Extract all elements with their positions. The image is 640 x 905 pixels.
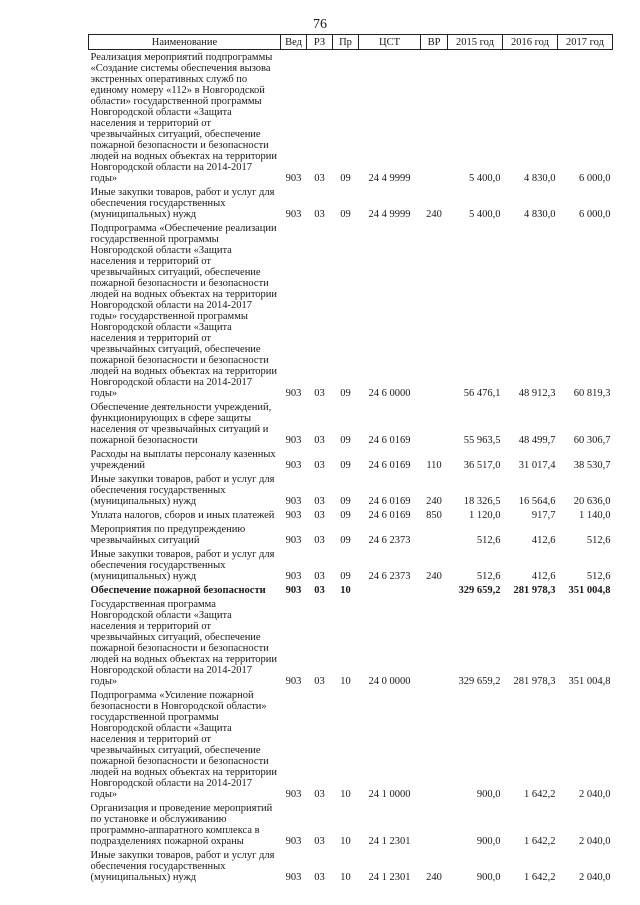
- pr-cell: 09: [340, 173, 351, 184]
- column-header: 2015 год: [448, 35, 503, 50]
- pr-cell: 10: [340, 872, 351, 883]
- cst-cell: 24 1 2301: [368, 872, 411, 883]
- amount-2016-cell: 412,6: [531, 535, 556, 546]
- amount-2015-cell: 900,0: [476, 789, 501, 800]
- pr-cell: 09: [340, 510, 351, 521]
- amount-2017-cell: 351 004,8: [568, 676, 611, 687]
- table-row: [89, 508, 613, 522]
- cst-cell: 24 6 0169: [368, 510, 411, 521]
- rz-cell: 03: [314, 435, 325, 446]
- amount-2016-cell: 4 830,0: [524, 173, 556, 184]
- cst-cell: 24 6 0169: [368, 435, 411, 446]
- column-header: РЗ: [307, 35, 333, 50]
- vr-cell: [421, 801, 448, 848]
- page-number: 76: [313, 17, 327, 32]
- table-row: [89, 447, 613, 472]
- column-header: Наименование: [89, 35, 281, 50]
- cst-cell: 24 6 0169: [368, 496, 411, 507]
- ved-cell: 903: [285, 388, 302, 399]
- vr-cell: 240: [426, 872, 442, 883]
- amount-2015-cell: 512,6: [476, 535, 501, 546]
- rz-cell: 03: [314, 872, 325, 883]
- row-name-cell: Реализация мероприятий подпрограммы «Создание системы обеспечения вызова экстренных оперативных служб по единому номеру «112» в Новгородской области» государственной программы Новгородской области «Защита населения и территорий от чрезвычайных ситуаций, обеспечение пожарной безопасности и безопасности людей на водных объектах на территории Новгородской области на 2014-2017 годы»: [90, 52, 278, 184]
- amount-2017-cell: 38 530,7: [573, 460, 611, 471]
- row-name-cell: Обеспечение пожарной безопасности: [90, 585, 266, 596]
- vr-cell: [421, 522, 448, 547]
- pr-cell: 09: [340, 496, 351, 507]
- cst-cell: 24 0 0000: [368, 676, 411, 687]
- cst-cell: [359, 583, 421, 597]
- vr-cell: 240: [426, 571, 442, 582]
- table-row: [89, 400, 613, 447]
- rz-cell: 03: [314, 571, 325, 582]
- amount-2017-cell: 60 819,3: [573, 388, 611, 399]
- rz-cell: 03: [314, 836, 325, 847]
- row-name-cell: Обеспечение деятельности учреждений, функционирующих в сфере защиты населения от чрезвычайных ситуаций и пожарной безопасности: [90, 402, 272, 446]
- rz-cell: 03: [314, 496, 325, 507]
- amount-2016-cell: 48 912,3: [518, 388, 556, 399]
- table-body: [89, 50, 613, 885]
- ved-cell: 903: [285, 496, 302, 507]
- amount-2015-cell: 18 326,5: [463, 496, 501, 507]
- ved-cell: 903: [285, 676, 302, 687]
- ved-cell: 903: [285, 510, 302, 521]
- amount-2017-cell: 2 040,0: [579, 836, 611, 847]
- rz-cell: 03: [314, 460, 325, 471]
- ved-cell: 903: [285, 173, 302, 184]
- amount-2015-cell: 55 963,5: [463, 435, 501, 446]
- cst-cell: 24 6 2373: [368, 535, 411, 546]
- ved-cell: 903: [285, 585, 302, 596]
- vr-cell: 110: [426, 460, 442, 471]
- rz-cell: 03: [314, 789, 325, 800]
- rz-cell: 03: [314, 209, 325, 220]
- cst-cell: 24 6 0169: [368, 460, 411, 471]
- amount-2016-cell: 412,6: [531, 571, 556, 582]
- row-name-cell: Организация и проведение мероприятий по установке и обслуживанию программно-аппаратного комплекса в подразделениях пожарной охраны: [90, 803, 273, 847]
- row-name-cell: Иные закупки товаров, работ и услуг для обеспечения государственных (муниципальных) нужд: [90, 850, 275, 883]
- row-name-cell: Мероприятия по предупреждению чрезвычайных ситуаций: [90, 524, 246, 546]
- cst-cell: 24 6 0000: [368, 388, 411, 399]
- table-row: [89, 50, 613, 186]
- rz-cell: 03: [314, 676, 325, 687]
- column-header: 2017 год: [558, 35, 613, 50]
- column-header: ЦСТ: [359, 35, 421, 50]
- amount-2016-cell: 1 642,2: [524, 836, 556, 847]
- table-row: [89, 472, 613, 508]
- table-row: [89, 688, 613, 801]
- table-row: [89, 583, 613, 597]
- pr-cell: 10: [340, 789, 351, 800]
- amount-2017-cell: 2 040,0: [579, 789, 611, 800]
- amount-2017-cell: 20 636,0: [573, 496, 611, 507]
- amount-2016-cell: 1 642,2: [524, 789, 556, 800]
- amount-2016-cell: 917,7: [531, 510, 556, 521]
- pr-cell: 09: [340, 535, 351, 546]
- pr-cell: 10: [340, 676, 351, 687]
- ved-cell: 903: [285, 535, 302, 546]
- pr-cell: 09: [340, 460, 351, 471]
- column-header: Пр: [333, 35, 359, 50]
- row-name-cell: Иные закупки товаров, работ и услуг для обеспечения государственных (муниципальных) нужд: [90, 187, 275, 220]
- pr-cell: 09: [340, 209, 351, 220]
- vr-cell: [421, 50, 448, 186]
- vr-cell: [421, 583, 448, 597]
- cst-cell: 24 1 0000: [368, 789, 411, 800]
- amount-2017-cell: 6 000,0: [579, 173, 611, 184]
- amount-2015-cell: 329 659,2: [458, 585, 501, 596]
- row-name-cell: Уплата налогов, сборов и иных платежей: [90, 510, 275, 521]
- ved-cell: 903: [285, 209, 302, 220]
- vr-cell: [421, 221, 448, 400]
- amount-2016-cell: 1 642,2: [524, 872, 556, 883]
- vr-cell: [421, 400, 448, 447]
- amount-2015-cell: 900,0: [476, 872, 501, 883]
- table-row: [89, 801, 613, 848]
- pr-cell: 10: [340, 585, 351, 596]
- budget-table: [88, 34, 613, 884]
- pr-cell: 09: [340, 435, 351, 446]
- amount-2017-cell: 2 040,0: [579, 872, 611, 883]
- amount-2016-cell: 281 978,3: [513, 676, 556, 687]
- vr-cell: 240: [426, 496, 442, 507]
- row-name-cell: Иные закупки товаров, работ и услуг для обеспечения государственных (муниципальных) нужд: [90, 549, 275, 582]
- row-name-cell: Подпрограмма «Обеспечение реализации государственной программы Новгородской области «Защита населения и территорий от чрезвычайных ситуаций, обеспечение пожарной безопасности и безопасности людей на водных объектах на территории Новгородской области на 2014-2017 годы» государственной программы Новгородской области «Защита населения и территорий от чрезвычайных ситуаций, обеспечение пожарной безопасности и безопасности людей на водных объектах на территории Новгородской области на 2014-2017 годы»: [90, 223, 278, 399]
- amount-2015-cell: 56 476,1: [463, 388, 501, 399]
- ved-cell: 903: [285, 435, 302, 446]
- pr-cell: 09: [340, 388, 351, 399]
- rz-cell: 03: [314, 173, 325, 184]
- amount-2015-cell: 36 517,0: [463, 460, 501, 471]
- pr-cell: 09: [340, 571, 351, 582]
- amount-2016-cell: 16 564,6: [518, 496, 556, 507]
- ved-cell: 903: [285, 460, 302, 471]
- amount-2015-cell: 512,6: [476, 571, 501, 582]
- amount-2017-cell: 1 140,0: [579, 510, 611, 521]
- amount-2017-cell: 6 000,0: [579, 209, 611, 220]
- amount-2015-cell: 1 120,0: [469, 510, 501, 521]
- cst-cell: 24 6 2373: [368, 571, 411, 582]
- amount-2017-cell: 512,6: [586, 535, 611, 546]
- ved-cell: 903: [285, 789, 302, 800]
- table-row: [89, 848, 613, 884]
- amount-2017-cell: 351 004,8: [568, 585, 611, 596]
- vr-cell: [421, 688, 448, 801]
- rz-cell: 03: [314, 510, 325, 521]
- pr-cell: 10: [340, 836, 351, 847]
- table-header-row: [89, 35, 613, 50]
- amount-2017-cell: 60 306,7: [573, 435, 611, 446]
- amount-2016-cell: 48 499,7: [518, 435, 556, 446]
- amount-2017-cell: 512,6: [586, 571, 611, 582]
- column-header: Вед: [281, 35, 307, 50]
- column-header: ВР: [421, 35, 448, 50]
- cst-cell: 24 4 9999: [368, 209, 411, 220]
- rz-cell: 03: [314, 535, 325, 546]
- amount-2015-cell: 900,0: [476, 836, 501, 847]
- row-name-cell: Государственная программа Новгородской области «Защита населения и территорий от чрезвычайных ситуаций, обеспечение пожарной безопасности и безопасности людей на водных объектах на территории Новгородской области на 2014-2017 годы»: [90, 599, 278, 687]
- ved-cell: 903: [285, 571, 302, 582]
- table-row: [89, 547, 613, 583]
- vr-cell: [421, 597, 448, 688]
- vr-cell: 240: [426, 209, 442, 220]
- row-name-cell: Иные закупки товаров, работ и услуг для обеспечения государственных (муниципальных) нужд: [90, 474, 275, 507]
- column-header: 2016 год: [503, 35, 558, 50]
- amount-2016-cell: 4 830,0: [524, 209, 556, 220]
- amount-2015-cell: 329 659,2: [458, 676, 501, 687]
- amount-2015-cell: 5 400,0: [469, 173, 501, 184]
- amount-2016-cell: 281 978,3: [513, 585, 556, 596]
- ved-cell: 903: [285, 872, 302, 883]
- ved-cell: 903: [285, 836, 302, 847]
- row-name-cell: Подпрограмма «Усиление пожарной безопасности в Новгородской области» государственной программы Новгородской области «Защита населения и территорий от чрезвычайных ситуаций, обеспечение пожарной безопасности и безопасности людей на водных объектах на территории Новгородской области на 2014-2017 годы»: [90, 690, 278, 800]
- table-row: [89, 221, 613, 400]
- table-row: [89, 185, 613, 221]
- table-row: [89, 597, 613, 688]
- rz-cell: 03: [314, 388, 325, 399]
- vr-cell: 850: [426, 510, 442, 521]
- rz-cell: 03: [314, 585, 325, 596]
- amount-2016-cell: 31 017,4: [518, 460, 556, 471]
- row-name-cell: Расходы на выплаты персоналу казенных учреждений: [90, 449, 276, 471]
- cst-cell: 24 4 9999: [368, 173, 411, 184]
- table-row: [89, 522, 613, 547]
- amount-2015-cell: 5 400,0: [469, 209, 501, 220]
- cst-cell: 24 1 2301: [368, 836, 411, 847]
